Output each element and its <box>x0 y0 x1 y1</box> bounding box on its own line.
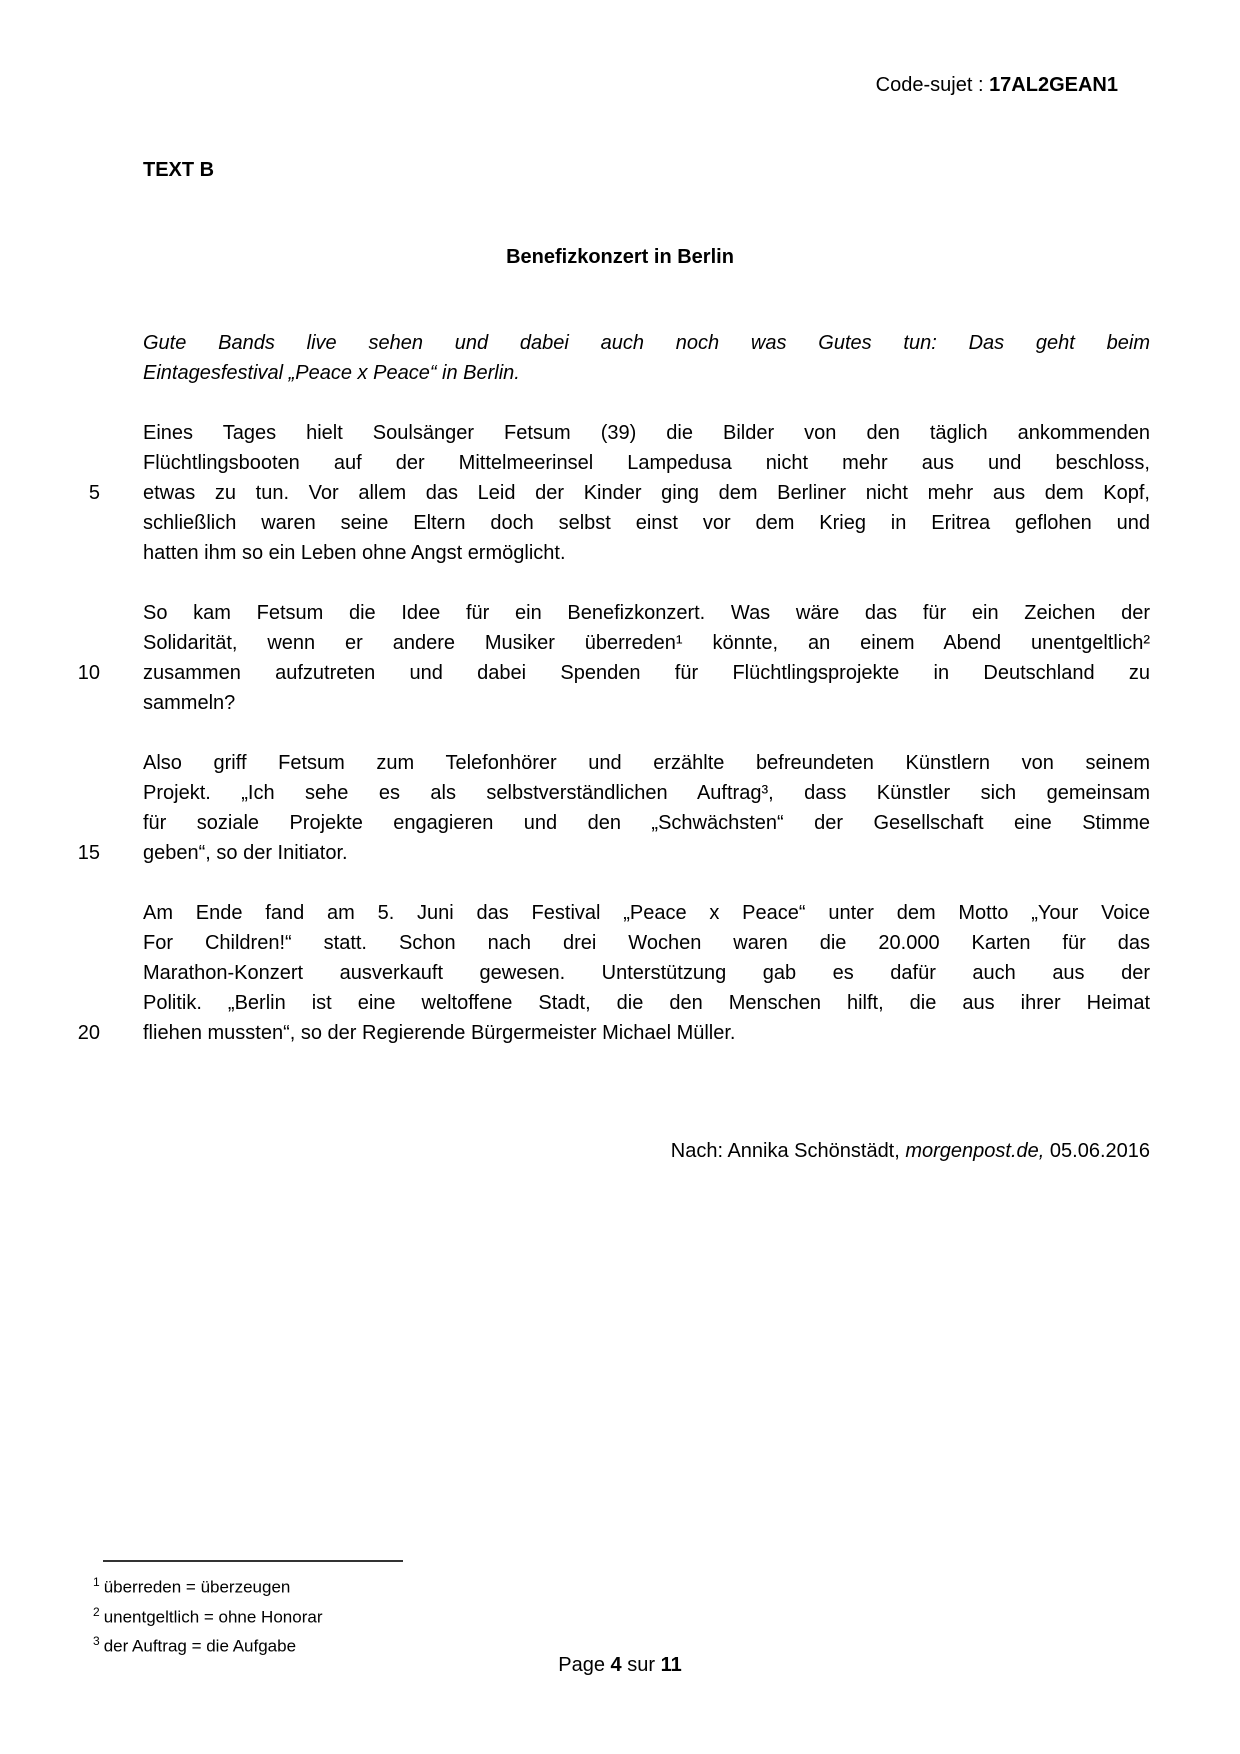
text-line: zusammen aufzutreten und dabei Spenden für Flüchtlingsprojekte in Deutschland zu <box>143 662 1150 684</box>
header-label: Code-sujet : <box>875 74 990 96</box>
footnote-text: der Auftrag = die Aufgabe <box>103 1636 297 1656</box>
text-line: etwas zu tun. Vor allem das Leid der Kinder ging dem Berliner nicht mehr aus dem Kopf, <box>143 482 1150 504</box>
intro-paragraph <box>143 328 1150 388</box>
text-line: fliehen mussten“, so der Regierende Bürgermeister Michael Müller. <box>143 1022 736 1044</box>
attribution-date: 05.06.2016 <box>1044 1140 1150 1162</box>
footer-total-pages: 11 <box>660 1654 682 1676</box>
footer-page-word: Page <box>558 1654 611 1676</box>
text-line: hatten ihm so ein Leben ohne Angst ermöglicht. <box>143 542 566 564</box>
footnote-1 <box>93 1570 322 1600</box>
line-number-20: 20 <box>77 1022 100 1044</box>
attribution-prefix: Nach: Annika Schönstädt, <box>670 1140 906 1162</box>
text-line: Projekt. „Ich sehe es als selbstverständlichen Auftrag³, dass Künstler sich gemeinsam <box>143 782 1150 804</box>
footnotes-block <box>93 1570 322 1659</box>
header-code: 17AL2GEAN1 <box>989 74 1118 96</box>
footnote-marker: 1 <box>93 1575 100 1589</box>
paragraph-4 <box>143 898 1150 1048</box>
footnote-2 <box>93 1600 322 1630</box>
paragraph-2 <box>143 598 1150 718</box>
page-title: Benefizkonzert in Berlin <box>506 246 734 268</box>
footnote-marker: 2 <box>93 1604 100 1619</box>
text-line: So kam Fetsum die Idee für ein Benefizkonzert. Was wäre das für ein Zeichen der <box>143 602 1150 624</box>
source-attribution <box>143 1136 1150 1166</box>
text-line: Am Ende fand am 5. Juni das Festival „Peace x Peace“ unter dem Motto „Your Voice <box>143 902 1150 924</box>
paragraph-1 <box>143 418 1150 568</box>
line-number-10: 10 <box>77 662 100 684</box>
text-line: schließlich waren seine Eltern doch selbst einst vor dem Krieg in Eritrea geflohen und <box>143 512 1150 534</box>
text-line: Eintagesfestival „Peace x Peace“ in Berlin. <box>143 362 520 384</box>
text-line: Marathon-Konzert ausverkauft gewesen. Unterstützung gab es dafür auch aus der <box>143 962 1150 984</box>
paragraph-3 <box>143 748 1150 868</box>
text-line: Politik. „Berlin ist eine weltoffene Stadt, die den Menschen hilft, die aus ihrer Heimat <box>143 992 1150 1014</box>
text-line: Gute Bands live sehen und dabei auch noch was Gutes tun: Das geht beim <box>143 332 1150 354</box>
footnote-separator-rule <box>103 1560 403 1562</box>
footnote-text: unentgeltlich = ohne Honorar <box>103 1607 323 1627</box>
page-footer <box>0 1650 1240 1680</box>
header-code-sujet <box>876 70 1118 100</box>
text-line: For Children!“ statt. Schon nach drei Wochen waren die 20.000 Karten für das <box>143 932 1150 954</box>
text-line: Eines Tages hielt Soulsänger Fetsum (39) die Bilder von den täglich ankommenden <box>143 422 1150 444</box>
text-line: sammeln? <box>143 692 236 714</box>
section-label: TEXT B <box>143 159 215 181</box>
footer-page-number: 4 <box>610 1654 622 1676</box>
text-line: geben“, so der Initiator. <box>143 842 348 864</box>
attribution-source: morgenpost.de, <box>905 1140 1045 1162</box>
text-line: Flüchtlingsbooten auf der Mittelmeerinsel Lampedusa nicht mehr aus und beschloss, <box>143 452 1150 474</box>
line-number-5: 5 <box>88 482 100 504</box>
text-line: Also griff Fetsum zum Telefonhörer und erzählte befreundeten Künstlern von seinem <box>143 752 1150 774</box>
footnote-marker: 3 <box>93 1634 100 1649</box>
footnote-text: überreden = überzeugen <box>103 1577 291 1597</box>
text-line: Solidarität, wenn er andere Musiker überreden¹ könnte, an einem Abend unentgeltlich² <box>143 632 1150 654</box>
text-line: für soziale Projekte engagieren und den „Schwächsten“ der Gesellschaft eine Stimme <box>143 812 1150 834</box>
footer-sur-word: sur <box>621 1654 661 1676</box>
line-number-15: 15 <box>77 842 100 864</box>
